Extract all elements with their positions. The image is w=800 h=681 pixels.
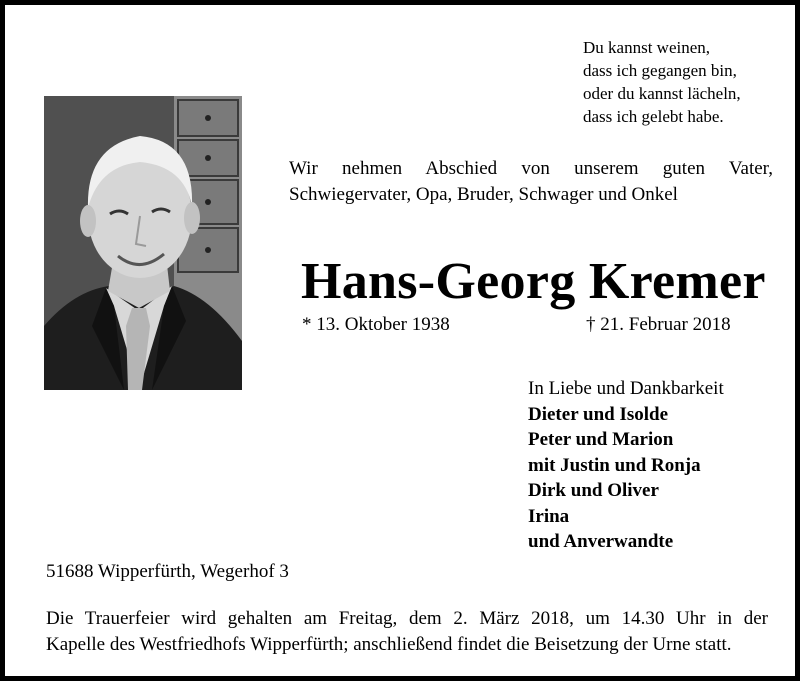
birth-date: * 13. Oktober 1938 <box>302 314 450 335</box>
mourner-name: und Anverwandte <box>528 531 674 552</box>
mourner-name: mit Justin und Ronja <box>528 454 701 476</box>
service-line: Kapelle des Westfriedhofs Wipperfürth; anschließend findet die Beisetzung der Urne statt. <box>46 634 732 655</box>
mourner-name: Dieter und Isolde <box>528 403 669 425</box>
poem-line: dass ich gegangen bin, <box>583 61 737 80</box>
poem-line: Du kannst weinen, <box>583 38 711 57</box>
mourner-name: Dirk und Oliver <box>528 480 659 501</box>
poem <box>583 36 741 128</box>
service-line: Die Trauerfeier wird gehalten am Freitag, dem 2. März 2018, um 14.30 Uhr in der <box>46 608 768 629</box>
poem-line: dass ich gelebt habe. <box>583 107 724 126</box>
funeral-service-info <box>46 606 768 658</box>
mourners-list <box>528 402 724 555</box>
farewell-text <box>289 156 773 208</box>
farewell-line: Wir nehmen Abschied von unserem guten Vater, <box>289 158 773 179</box>
portrait-photo <box>44 96 242 390</box>
family-address: 51688 Wipperfürth, Wegerhof 3 <box>46 561 289 582</box>
mourner-name: Irina <box>528 505 570 527</box>
deceased-name: Hans-Georg Kremer <box>301 253 766 310</box>
poem-line: oder du kannst lächeln, <box>583 84 741 103</box>
mourners-intro: In Liebe und Dankbarkeit <box>528 378 724 399</box>
death-date: † 21. Februar 2018 <box>586 314 731 335</box>
farewell-line: Schwiegervater, Opa, Bruder, Schwager und Onkel <box>289 184 678 205</box>
mourners-block <box>528 376 724 555</box>
mourner-name: Peter und Marion <box>528 429 674 450</box>
